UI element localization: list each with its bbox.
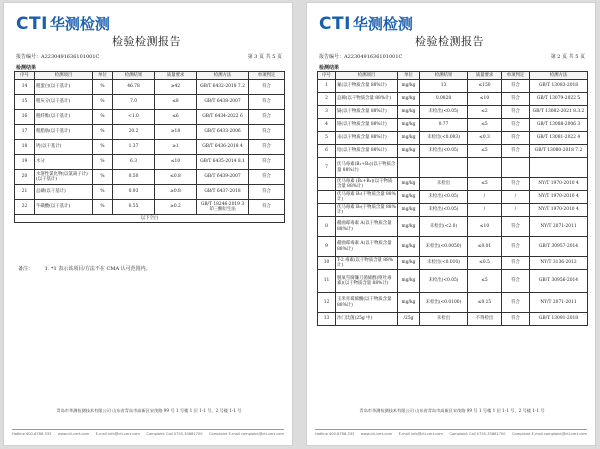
table-cell: 沙门氏菌(25g 中) [336,313,398,326]
report-meta [319,53,585,60]
table-cell: 0.55 [113,200,155,215]
table-cell: 赭曲霉毒素 A(以干物质含量 88%计) [336,217,398,237]
table-cell [530,158,588,178]
table-cell: 符合 [502,217,530,237]
table-cell: 9 [318,237,336,257]
table-cell: GB/T 6438-2007 [197,95,249,110]
header-cell: 单位 [398,72,420,80]
table-cell: % [93,155,113,170]
table-cell: 5 [318,132,336,145]
table-cell: 符合 [502,270,530,293]
table-cell: mg/kg [398,217,420,237]
table-row [15,200,285,215]
header-cell: 检测项目 [336,72,398,80]
table-cell: 伏马毒素 B₂(干物质含量 88%计) [337,204,396,215]
table-cell: GB/T 13088-2006 3 [530,119,588,132]
table-cell: NY/T 2071-2011 [530,217,588,237]
table-cell [502,158,530,178]
table-row [318,80,588,93]
table-cell: mg/kg [398,80,420,93]
table-cell: 符合 [502,80,530,93]
table-cell: 汞(以干物质含量 88%计) [336,132,398,145]
table-cell: 粗灰分(以干基计) [35,95,93,110]
table-cell: 46.78 [113,80,155,95]
table-cell [468,158,502,178]
table-cell: 0.50 [113,170,155,185]
header-cell: 序号 [15,72,35,80]
table-cell: 不得检出 [468,313,502,326]
table-cell: 未检出(<0.0100) [420,293,468,313]
table-cell: 符合 [502,93,530,106]
table-cell: 未检出(<0.05) [420,106,468,119]
lab-address: 青岛市华测检测技术有限公司 山东省青岛市高新区宋茂路 99 号 1 号楼 1 层 1-1 号、2 号楼 1-1 号 [56,408,242,413]
footer-email: E-mail info@cti-cert.com [398,432,443,436]
table-cell: 14 [15,80,35,95]
table-cell: 0.0828 [420,93,468,106]
header-cell: 检测方法 [197,72,249,80]
table-cell: 16 [15,110,35,125]
table-row [318,257,588,270]
table-cell: GB/T 6433-2006 [197,125,249,140]
remark-text: 1. *1 表示该项目/方法不在 CMA 认可范围内。 [44,266,151,272]
table-cell: <1.0 [113,110,155,125]
table-cell: 玉米赤霉烯酮(以干物质含量 88%计) [336,293,398,313]
table-cell: 水分 [35,155,93,170]
report-page-2 [306,2,596,446]
table-cell: 符合 [249,200,285,215]
report-title: 检验检测报告 [415,35,484,48]
header-cell: 单位 [93,72,113,80]
header-cell: 检测方法 [530,72,588,80]
table-cell: 4 [318,119,336,132]
table-row [15,170,285,185]
remark [18,265,161,272]
table-cell: 3 [318,106,336,119]
table-cell: ≤0.01 [468,237,502,257]
table-cell: 13 [318,313,336,326]
table-cell: 符合 [502,132,530,145]
table-cell [398,158,420,178]
footer-hotline: Hotline 400-6788-333 [315,432,355,436]
table-cell: ≥0.2 [155,200,197,215]
header-cell: 单项判定 [502,72,530,80]
header-cell: 单项判定 [249,72,285,80]
table-cell: 1 [318,80,336,93]
table-cell: 0.93 [113,185,155,200]
table-cell: GB/T 13079-2022 5 [530,93,588,106]
table-cell: 符合 [249,155,285,170]
table-cell: 符合 [502,106,530,119]
table-cell: / [468,191,502,204]
table-cell: 13 [420,80,468,93]
table-cell: / [502,191,530,204]
table-row [318,293,588,313]
table-row [318,204,588,217]
table-row [15,95,285,110]
report-number: 报告编号：A2230491636101001C [319,54,403,60]
table-cell: ≤150 [468,80,502,93]
table-cell: 11 [318,270,336,293]
footer-complaint-email: Complaint E-mail complaint@cti-cert.com [512,432,587,436]
table-cell: ≤10 [468,93,502,106]
footer-hotline: Hotline 400-6788-333 [12,432,52,436]
table-cell: 脱氧雪腐镰刀菌烯醇(呕吐毒素)(以干物质含量 88%计) [336,270,398,293]
lab-address: 青岛市华测检测技术有限公司 山东省青岛市高新区宋茂路 99 号 1 号楼 1 层 1-1 号、2 号楼 1-1 号 [359,408,545,413]
table-cell [318,204,336,217]
table-cell: 水溶性氯化物(以氯离子计)(以干基计) [35,170,93,185]
table-cell: GB/T 6432-2018 7.2 [197,80,249,95]
logo-cn-text: 华测检测 [352,15,413,33]
header-cell: 检测结果 [420,72,468,80]
footer-email: E-mail info@cti-cert.com [95,432,140,436]
table-cell: 18 [15,140,35,155]
table-cell: 符合 [502,119,530,132]
table-row [318,313,588,326]
footer-website: www.cti-cert.com [360,432,393,436]
table-row [15,185,285,200]
table-row [318,93,588,106]
table-cell: % [93,125,113,140]
table-cell: 7 [318,158,336,178]
footer-complaint-email: Complaint E-mail complaint@cti-cert.com [209,432,284,436]
table-cell: % [93,170,113,185]
table-cell: ≤10 [155,155,197,170]
table-cell: 总砷(以干物质含量 88%计) [336,93,398,106]
table-cell: 未检出 [420,178,468,191]
table-cell: 伏马毒素 B₁(干物质含量 88%计) [337,191,396,202]
table-cell: GB/T 30956-2014 [530,270,588,293]
table-cell: ≤5 [468,270,502,293]
table-cell: 未检出(<2.0) [420,217,468,237]
table-cell: / [502,204,530,217]
table-cell: 符合 [249,185,285,200]
table-cell: GB/T 6439-2007 [197,170,249,185]
results-table [14,71,285,223]
table-cell: 伏马毒素 (B₁+B₂)(以干物质含量 88%计) [336,178,398,191]
table-cell: GB/T 6435-2014 8.1 [197,155,249,170]
table-cell: mg/kg [398,270,420,293]
table-cell: ≤0.15 [468,293,502,313]
report-number: 报告编号：A2230491636101001C [16,54,100,60]
table-cell: 15 [15,95,35,110]
table-cell: ≤0.8 [155,170,197,185]
table-header-row [318,72,588,80]
table-cell: 符合 [249,80,285,95]
table-cell: 8 [318,217,336,237]
table-cell: GB/T 6436-2018 4 [197,140,249,155]
footer-complaint-call: Complaint Call 0755-33681700 [449,432,506,436]
table-row [318,145,588,158]
table-cell: 20 [15,170,35,185]
table-row [318,158,588,178]
table-cell: 粗脂肪(以干基计) [35,125,93,140]
table-cell: % [93,80,113,95]
cti-logo [16,13,110,34]
table-cell: GB/T 13083-2018 [530,80,588,93]
report-meta [16,53,282,60]
table-cell: 氟(以干物质含量 88%计) [336,80,398,93]
table-cell: 钙(以干基计) [35,140,93,155]
logo-cn-text: 华测检测 [49,15,110,33]
table-cell: 符合 [249,140,285,155]
table-cell: 符合 [502,237,530,257]
table-cell: 7.0 [113,95,155,110]
table-row [15,125,285,140]
table-cell: 12 [318,293,336,313]
table-cell: NY/T 1970-2010 4 [530,178,588,191]
table-cell: mg/kg [398,191,420,204]
table-cell: 0.77 [420,119,468,132]
table-cell: 铬(以干物质含量 88%计) [336,119,398,132]
table-cell: 10 [318,257,336,270]
table-cell: 符合 [249,125,285,140]
table-cell: 22 [15,200,35,215]
table-cell: 镉(以干物质含量 88%计) [336,106,398,119]
table-cell: / [468,204,502,217]
table-cell: 未检出(<0.010) [420,257,468,270]
table-cell: 6.3 [113,155,155,170]
table-row [15,155,285,170]
table-cell: 符合 [502,178,530,191]
table-cell: 19 [15,155,35,170]
remark-label: 备注： [18,266,34,272]
table-row [318,217,588,237]
page-number: 第 2 页 共 5 页 [550,54,585,60]
table-row [318,132,588,145]
footer-complaint-call: Complaint Call 0755-33681700 [146,432,203,436]
table-cell: mg/kg [398,93,420,106]
table-cell: GB/T 13091-2018 [530,313,588,326]
table-cell: 符合 [502,293,530,313]
table-cell: % [93,185,113,200]
table-cell: ≤0.3 [468,132,502,145]
table-cell: GB/T 6437-2018 [197,185,249,200]
table-cell: 符合 [502,257,530,270]
table-cell: 未检出(<0.003) [420,132,468,145]
table-cell: mg/kg [398,178,420,191]
table-cell: ≤5 [468,119,502,132]
table-cell: 符合 [249,95,285,110]
table-cell: GB/T 13080-2018 7.2 [530,145,588,158]
table-cell: 符合 [249,170,285,185]
footer-website: www.cti-cert.com [57,432,90,436]
table-cell: 未检出(<0.05) [420,270,468,293]
table-cell: 未检出(<0.05) [420,191,468,204]
table-cell: 17 [15,125,35,140]
table-cell: NY/T 1970-2010 4 [530,204,588,217]
table-cell: 2 [318,93,336,106]
section-label: 检测结果 [319,65,340,71]
table-cell: /25g [398,313,420,326]
header-cell: 序号 [318,72,336,80]
header-cell: 质量要求 [155,72,197,80]
table-row [318,270,588,293]
table-cell: 粗蛋白(以干基计) [35,80,93,95]
table-row [318,237,588,257]
table-cell: GB/T 30957-2014 [530,237,588,257]
table-cell: 符合 [249,110,285,125]
table-cell: ≥42 [155,80,197,95]
table-cell: mg/kg [398,237,420,257]
table-cell: 总磷(以干基计) [35,185,93,200]
header-cell: 检测结果 [113,72,155,80]
table-cell: 牛磺酸(以干基计) [35,200,93,215]
table-cell: ≤0.5 [468,257,502,270]
table-cell: NY/T 2071-2011 [530,293,588,313]
table-header-row [15,72,285,80]
table-cell: % [93,110,113,125]
table-cell: mg/kg [398,106,420,119]
table-cell: 未检出(<0.05) [420,204,468,217]
table-cell [318,191,336,204]
contact-footer [315,429,587,436]
table-row [15,80,285,95]
table-cell: ≤5 [468,178,502,191]
table-end-row [15,215,285,223]
table-cell: 21 [15,185,35,200]
table-cell: mg/kg [398,257,420,270]
table-cell: mg/kg [398,119,420,132]
section-label: 检测结果 [16,65,37,71]
table-cell: GB/T 13081-2022 4 [530,132,588,145]
cti-logo [319,13,413,34]
table-cell: % [93,140,113,155]
table-cell: 符合 [502,145,530,158]
table-cell: 1.37 [113,140,155,155]
table-cell: 20.2 [113,125,155,140]
table-cell: ≥1 [155,140,197,155]
report-title: 检验检测报告 [112,35,181,48]
table-cell: NY/T 3136-2012 [530,257,588,270]
table-row [318,191,588,204]
table-row [318,178,588,191]
table-cell: ≥0.8 [155,185,197,200]
table-cell: mg/kg [398,204,420,217]
header-cell: 质量要求 [468,72,502,80]
logo-cti-text: CTI [319,14,351,34]
blank-below-note: 以下空白 [15,215,285,223]
table-cell: 未检出(<0.05) [420,145,468,158]
table-cell: ≥18 [155,125,197,140]
table-cell: NY/T 1970-2010 4 [530,191,588,204]
table-cell: 未检出 [420,313,468,326]
table-cell: % [93,200,113,215]
header-cell: 检测项目 [35,72,93,80]
logo-cti-text: CTI [16,14,48,34]
table-cell: % [93,95,113,110]
table-cell [420,158,468,178]
table-row [318,119,588,132]
contact-footer [12,429,284,436]
table-cell: 赭曲霉毒素 A(以干物质含量 88%计) [336,237,398,257]
table-cell: 未检出(<0.0050) [420,237,468,257]
table-cell: ≤2 [468,106,502,119]
table-cell: GB/T 6434-2022 6 [197,110,249,125]
table-cell: ≤6 [155,110,197,125]
table-row [15,110,285,125]
table-cell [318,178,336,191]
table-cell: 伏马毒素(B₁+B₂)(以干物质含量 88%计) [336,158,398,178]
table-cell: mg/kg [398,293,420,313]
table-cell: ≤8 [155,95,197,110]
table-cell: mg/kg [398,145,420,158]
page-number: 第 3 页 共 5 页 [247,54,282,60]
table-cell: GB/T 13082-2021 8.3.2 [530,106,588,119]
results-table [317,71,588,326]
table-cell: T-2 毒素(以干物质含量 88%计) [336,257,398,270]
table-cell: GB/T 18246-2019 3 茚三酮衍生法 [197,200,249,215]
table-cell: 符合 [502,313,530,326]
table-cell: mg/kg [398,132,420,145]
table-cell: 粗纤维(以干基计) [35,110,93,125]
table-cell: ≤10 [468,217,502,237]
table-cell: 6 [318,145,336,158]
table-row [15,140,285,155]
table-row [318,106,588,119]
table-cell: 铅(以干物质含量 88%计) [336,145,398,158]
table-cell: ≤5 [468,145,502,158]
report-page-3 [3,2,293,446]
